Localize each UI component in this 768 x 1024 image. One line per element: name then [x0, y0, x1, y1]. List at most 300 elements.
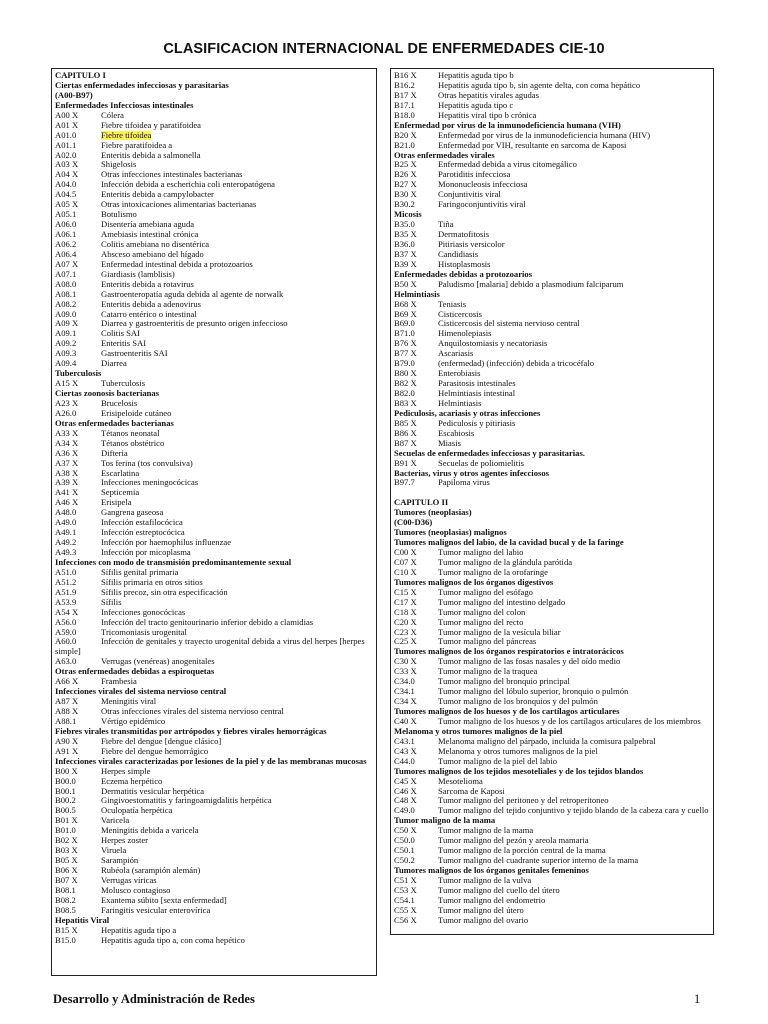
disease-entry	[55, 538, 373, 548]
disease-name: Secuelas de poliomielitis	[438, 458, 524, 468]
disease-entry	[394, 588, 710, 598]
section-heading: Enfermedades debidas a protozoarios	[394, 269, 533, 279]
disease-name: Sífilis precoz, sin otra especificación	[101, 587, 228, 597]
disease-name: Sarampión	[101, 856, 139, 866]
disease-code: C50.2	[394, 856, 415, 866]
disease-entry	[55, 816, 373, 826]
disease-entry	[55, 270, 373, 280]
disease-code: B03 X	[55, 846, 78, 856]
disease-entry	[55, 310, 373, 320]
disease-code: B08.5	[55, 905, 76, 915]
disease-name: Infección del tracto genitourinario inferior debido a clamidias	[101, 617, 314, 627]
section-heading: Bacterias, virus y otros agentes infecciosos	[394, 468, 549, 478]
disease-entry	[55, 170, 373, 180]
disease-name: Hepatitis aguda tipo b, sin agente delta, con coma hepático	[438, 80, 641, 90]
disease-name: Sarcoma de Kaposi	[438, 786, 505, 796]
disease-code: A51.9	[55, 587, 77, 597]
section-heading: Infecciones virales del sistema nervioso central	[55, 687, 227, 697]
disease-code: B20 X	[394, 130, 417, 140]
disease-code: B05 X	[55, 856, 78, 866]
disease-name: Candidiasis	[438, 249, 479, 259]
disease-code: B01.0	[55, 826, 76, 836]
disease-name: Faringoconjuntivitis viral	[438, 200, 526, 210]
disease-code: A01.0	[55, 130, 77, 140]
disease-name: Faringitis vesicular enterovírica	[101, 905, 211, 915]
disease-code: C40 X	[394, 715, 417, 726]
disease-entry	[55, 469, 373, 479]
disease-entry	[55, 737, 373, 747]
disease-entry	[394, 856, 710, 866]
disease-entry	[55, 876, 373, 886]
disease-entry	[55, 608, 373, 618]
disease-entry	[394, 260, 710, 270]
disease-code: A04.5	[55, 190, 77, 200]
disease-entry	[394, 240, 710, 250]
section-heading: Helmintiasis	[394, 289, 440, 299]
disease-code: B85 X	[394, 418, 417, 428]
right-column	[390, 68, 714, 935]
disease-code: A06.1	[55, 230, 77, 239]
disease-name: Gastroenteritis SAI	[101, 349, 168, 359]
disease-entry	[55, 429, 373, 439]
disease-code: C20 X	[394, 617, 417, 627]
disease-name: Disentería amebiana aguda	[101, 220, 195, 230]
disease-entry	[55, 478, 373, 488]
disease-entry	[394, 329, 710, 339]
disease-name: Viruela	[101, 846, 127, 856]
disease-code: C07 X	[394, 557, 417, 567]
section-heading: Otras enfermedades debidas a espiroquetas	[55, 667, 215, 677]
disease-name: Enterobiasis	[438, 369, 481, 379]
disease-name: Mononucleosis infecciosa	[438, 180, 528, 190]
section-heading: CAPITULO I	[55, 71, 106, 80]
section-heading: (A00-B97)	[55, 90, 93, 100]
section-heading: Otras enfermedades bacterianas	[55, 418, 174, 428]
disease-code: B37 X	[394, 249, 417, 259]
disease-code: A15 X	[55, 379, 79, 389]
disease-code: B76 X	[394, 339, 417, 349]
disease-code: B15.0	[55, 935, 76, 945]
disease-name: Enteritis debida a adenovirus	[101, 299, 201, 309]
disease-entry	[394, 180, 710, 190]
disease-entry	[55, 926, 373, 936]
disease-name: Tumor maligno de la mama	[438, 826, 534, 836]
disease-entry	[55, 190, 373, 200]
disease-name: Tumor maligno del peritoneo y del retroperitoneo	[438, 796, 609, 806]
section-heading: Tumores malignos del labio, de la cavidad bucal y de la faringe	[394, 538, 624, 548]
disease-code: A53.9	[55, 597, 77, 607]
disease-name: Verrugas (venéreas) anogenitales	[101, 657, 215, 667]
disease-name: Infecciones meningocócicas	[101, 478, 199, 488]
disease-entry	[394, 737, 710, 747]
disease-name: Colitis amebiana no disentérica	[101, 239, 210, 249]
disease-code: A49.0	[55, 518, 77, 528]
disease-code: B50 X	[394, 279, 417, 289]
disease-name: (enfermedad) (infección) debida a tricocéfalo	[438, 359, 595, 369]
disease-code: C23 X	[394, 627, 417, 637]
disease-name: Gastroenteropatía aguda debida al agente de norwalk	[101, 289, 284, 299]
disease-name: Tumor maligno de la piel del labio	[438, 756, 558, 766]
disease-name: Catarro entérico o intestinal	[101, 309, 197, 319]
disease-name: Tumor maligno de la vulva	[438, 875, 532, 885]
disease-name: Tricomoniasis urogenital	[101, 627, 187, 637]
disease-name: Tumor maligno de las fosas nasales y del oído medio	[438, 657, 621, 667]
disease-entry	[55, 697, 373, 707]
disease-name: Tumor maligno del tejido conjuntivo y tejido blando de la cabeza cara y cuello	[438, 805, 709, 816]
disease-entry	[55, 210, 373, 220]
disease-name: Hepatitis aguda tipo a, con coma hepético	[101, 935, 245, 945]
disease-code: C45 X	[394, 776, 417, 786]
disease-entry	[55, 896, 373, 906]
disease-entry	[394, 230, 710, 240]
disease-code: A38 X	[55, 468, 79, 478]
disease-code: A01 X	[55, 120, 79, 130]
disease-name: Varicela	[101, 816, 130, 826]
disease-name: Cólera	[101, 110, 124, 120]
disease-code: A04.0	[55, 180, 77, 190]
disease-name: Vértigo epidémico	[101, 716, 166, 726]
disease-code: A02.0	[55, 150, 77, 160]
disease-code: B91 X	[394, 458, 417, 468]
disease-name: Erisipela	[101, 498, 132, 508]
section-heading: Enfermedades Infecciosas intestinales	[55, 100, 194, 110]
section-heading: (C00-D36)	[394, 518, 433, 528]
disease-entry	[55, 329, 373, 339]
disease-entry	[55, 856, 373, 866]
disease-code: A56.0	[55, 617, 77, 627]
section-heading: Pediculosis, acariasis y otras infecciones	[394, 408, 541, 418]
disease-code: A26.0	[55, 408, 77, 418]
page-number: 1	[694, 992, 701, 1006]
disease-code: C30 X	[394, 657, 417, 667]
disease-entry	[55, 796, 373, 806]
disease-code: C46 X	[394, 786, 417, 796]
disease-code: A06.0	[55, 220, 77, 230]
disease-entry	[55, 657, 373, 667]
disease-entry	[394, 250, 710, 260]
disease-name: Tumor maligno del endometrio	[438, 895, 546, 905]
disease-entry	[55, 349, 373, 359]
disease-name: Hepatitis aguda tipo b	[438, 71, 514, 80]
disease-name: Meningitis viral	[101, 697, 157, 707]
disease-entry	[394, 846, 710, 856]
disease-code: B00.2	[55, 796, 76, 806]
disease-name: Escabiosis	[438, 428, 475, 438]
disease-name: Herpes simple	[101, 766, 151, 776]
disease-code: A08.2	[55, 299, 77, 309]
disease-code: C43 X	[394, 746, 417, 756]
disease-name: Herpes zoster	[101, 836, 149, 846]
disease-entry	[394, 747, 710, 757]
disease-entry	[394, 886, 710, 896]
disease-entry	[394, 916, 710, 926]
disease-entry	[394, 220, 710, 230]
disease-code: B17.1	[394, 100, 415, 110]
disease-code: A05.1	[55, 210, 77, 220]
disease-name: Tumor maligno del labio	[438, 548, 524, 557]
disease-entry	[394, 896, 710, 906]
disease-entry	[55, 528, 373, 538]
disease-code: A08.0	[55, 279, 77, 289]
section-heading: Infecciones virales caracterizadas por lesiones de la piel y de las membranas mucosas	[55, 755, 367, 766]
section-heading: Ciertas zoonosis bacterianas	[55, 389, 160, 398]
section-heading: Infecciones con modo de transmisión predominantemente sexual	[55, 557, 292, 567]
disease-name: Enteritis debida a campylobacter	[101, 190, 214, 200]
disease-entry	[394, 389, 710, 399]
disease-name: Conjuntivitis viral	[438, 190, 501, 200]
disease-name: Tumor maligno de la traquea	[438, 667, 538, 677]
disease-code: B69 X	[394, 309, 417, 319]
disease-code: C10 X	[394, 567, 417, 577]
disease-entry	[394, 618, 710, 628]
disease-name: Parasitosis intestinales	[438, 379, 516, 389]
disease-name: Tétanos neonatal	[101, 428, 160, 438]
disease-entry	[55, 906, 373, 916]
disease-entry	[55, 578, 373, 588]
section-heading: CAPITULO II	[394, 498, 449, 508]
disease-entry	[394, 419, 710, 429]
section-heading: Tuberculosis	[55, 369, 102, 379]
disease-code: C25 X	[394, 637, 417, 647]
disease-name: Ascariasis	[438, 349, 474, 359]
disease-entry	[55, 459, 373, 469]
disease-name: Infección por micoplasma	[101, 548, 191, 557]
disease-name: Infección debida a escherichia coli enteropatógena	[101, 180, 275, 190]
disease-name: Tumor maligno del bronquio principal	[438, 677, 570, 687]
disease-name: Infecciones gonocócicas	[101, 607, 186, 617]
section-heading: Micosis	[394, 210, 422, 220]
disease-code: B82 X	[394, 379, 417, 389]
disease-code: B08.1	[55, 885, 76, 895]
disease-entry	[55, 637, 373, 657]
disease-name: Mesotelioma	[438, 776, 483, 786]
footer-text: Desarrollo y Administración de Redes	[53, 992, 255, 1006]
disease-code: A60.0	[55, 636, 77, 647]
disease-name: Teniasis	[438, 299, 467, 309]
disease-entry	[394, 439, 710, 449]
disease-entry	[394, 478, 710, 488]
disease-entry	[55, 250, 373, 260]
disease-name: Melanoma y otros tumores malignos de la piel	[438, 746, 598, 756]
disease-entry	[55, 379, 373, 389]
disease-code: C33 X	[394, 667, 417, 677]
disease-entry	[394, 697, 710, 707]
disease-entry	[55, 280, 373, 290]
disease-code: A66 X	[55, 677, 79, 687]
disease-name: Sífilis genital primaria	[101, 567, 179, 577]
disease-entry	[394, 787, 710, 797]
disease-code: C50.1	[394, 846, 415, 856]
disease-entry	[394, 369, 710, 379]
disease-entry	[55, 717, 373, 727]
disease-code: B00.0	[55, 776, 76, 786]
disease-entry	[55, 806, 373, 816]
disease-name: Amebiasis intestinal crónica	[101, 230, 199, 239]
disease-entry	[55, 359, 373, 369]
disease-name: Escarlatina	[101, 468, 140, 478]
disease-name: Dermatofitosis	[438, 230, 490, 239]
section-heading: Melanoma y otros tumores malignos de la piel	[394, 726, 563, 736]
disease-code: B17 X	[394, 90, 417, 100]
disease-entry	[55, 399, 373, 409]
section-heading: Otras enfermedades virales	[394, 150, 495, 160]
disease-entry	[55, 846, 373, 856]
disease-entry	[394, 608, 710, 618]
disease-name: Enfermedad intestinal debida a protozoarios	[101, 259, 253, 269]
disease-name: Tumor maligno de la orofaringe	[438, 567, 548, 577]
disease-entry	[394, 548, 710, 558]
disease-entry	[394, 826, 710, 836]
disease-entry	[55, 508, 373, 518]
disease-code: A88.1	[55, 716, 77, 726]
disease-name: Erisipeloide cutáneo	[101, 408, 172, 418]
disease-entry	[55, 568, 373, 578]
disease-name: Otras infecciones virales del sistema nervioso central	[101, 707, 284, 717]
disease-code: B26 X	[394, 170, 417, 180]
disease-code: C48 X	[394, 796, 417, 806]
disease-name: Anquilostomiasis y necatoriasis	[438, 339, 548, 349]
disease-entry	[394, 687, 710, 697]
disease-entry	[394, 71, 710, 81]
disease-code: B07 X	[55, 875, 78, 885]
disease-entry	[55, 319, 373, 329]
disease-code: B16 X	[394, 71, 417, 80]
disease-code: B35.0	[394, 220, 415, 230]
disease-code: A06.4	[55, 249, 77, 259]
disease-entry	[394, 568, 710, 578]
disease-entry	[55, 677, 373, 687]
disease-name: Tumor maligno de los bronquios y del pulmón	[438, 697, 598, 707]
disease-name: Hepatitis aguda tipo a	[101, 925, 177, 935]
disease-name: Verrugas víricas	[101, 875, 157, 885]
disease-name: Fiebre tifoidea y paratifoidea	[101, 120, 201, 130]
disease-entry	[394, 379, 710, 389]
disease-entry	[55, 588, 373, 598]
section-heading: Enfermedad por virus de la inmunodeficiencia humana (VIH)	[394, 120, 621, 130]
disease-name: Tumor maligno de la vesícula biliar	[438, 627, 561, 637]
disease-name: Infección por haemophilus influenzae	[101, 538, 232, 548]
disease-entry	[55, 936, 373, 946]
disease-entry	[394, 806, 710, 816]
disease-code: C34.0	[394, 677, 415, 687]
disease-name: Papiloma virus	[438, 478, 490, 488]
disease-entry	[55, 449, 373, 459]
disease-code: B79.0	[394, 359, 415, 369]
disease-entry	[55, 836, 373, 846]
disease-code: A09.2	[55, 339, 77, 349]
disease-code: A23 X	[55, 398, 79, 408]
disease-entry	[394, 359, 710, 369]
disease-code: B36.0	[394, 239, 415, 249]
disease-name: Helmintiasis	[438, 398, 482, 408]
disease-entry	[55, 260, 373, 270]
disease-entry	[55, 180, 373, 190]
disease-code: A07 X	[55, 259, 79, 269]
section-heading: Fiebres virales transmitidas por artrópodos y fiebres virales hemorrágicas	[55, 726, 327, 736]
disease-name: Oculopatía herpética	[101, 806, 173, 816]
disease-name: Diarrea y gastroenteritis de presunto origen infeccioso	[101, 319, 288, 329]
disease-entry	[394, 200, 710, 210]
disease-code: C56 X	[394, 915, 417, 925]
disease-code: A91 X	[55, 746, 79, 756]
disease-code: A49.1	[55, 528, 77, 538]
disease-entry	[394, 717, 710, 727]
disease-code: A34 X	[55, 438, 79, 448]
disease-name: Dermatitis vesicular herpética	[101, 786, 205, 796]
section-heading: Tumores (neoplasias) malignos	[394, 528, 507, 538]
disease-name: Sífilis primaria en otros sitios	[101, 577, 203, 587]
disease-entry	[55, 488, 373, 498]
disease-entry	[55, 230, 373, 240]
disease-name: Septicemia	[101, 488, 140, 498]
disease-entry	[55, 160, 373, 170]
disease-entry	[55, 826, 373, 836]
disease-name: Tumor maligno del intestino delgado	[438, 597, 566, 607]
section-heading: Hepatitis Viral	[55, 915, 110, 925]
disease-entry	[55, 141, 373, 151]
disease-name: Diarrea	[101, 359, 127, 369]
disease-code: A03 X	[55, 160, 79, 170]
disease-entry	[55, 300, 373, 310]
disease-name: Difteria	[101, 448, 128, 458]
disease-code: C34 X	[394, 697, 417, 707]
disease-name: Himenolepiasis	[438, 329, 492, 339]
section-heading: Secuelas de enfermedades infecciosas y parasitarias.	[394, 448, 585, 458]
disease-name: Tumor maligno del cuello del útero	[438, 885, 560, 895]
disease-name: Enfermedad por virus de la inmunodeficiencia humana (HIV)	[438, 130, 651, 140]
disease-entry	[55, 439, 373, 449]
disease-name: Tumor maligno del recto	[438, 617, 524, 627]
disease-name: Paludismo [malaria] debido a plasmodium falciparum	[438, 279, 624, 289]
disease-code: B21.0	[394, 140, 415, 150]
disease-entry	[394, 101, 710, 111]
disease-entry	[394, 280, 710, 290]
disease-entry	[394, 170, 710, 180]
disease-code: C50 X	[394, 826, 417, 836]
disease-code: B71.0	[394, 329, 415, 339]
disease-name: Colitis SAI	[101, 329, 140, 339]
disease-name: Tumor maligno del páncreas	[438, 637, 537, 647]
disease-name: Brucelosis	[101, 398, 138, 408]
disease-code: B82.0	[394, 389, 415, 398]
disease-name: Hepatitis viral tipo b crónica	[438, 110, 537, 120]
disease-code: A46 X	[55, 498, 79, 508]
section-heading: Ciertas enfermedades infecciosas y parasitarias	[55, 80, 229, 90]
disease-code: B97.7	[394, 478, 415, 488]
disease-entry	[394, 339, 710, 349]
disease-name: Tumor maligno de la glándula parótida	[438, 557, 573, 567]
disease-entry	[55, 886, 373, 896]
disease-name: Enteritis debida a rotavirus	[101, 279, 194, 289]
disease-name: Hepatitis aguda tipo c	[438, 100, 514, 110]
disease-name: Shigelosis	[101, 160, 137, 170]
disease-name: Meningitis debida a varicela	[101, 826, 199, 836]
disease-entry	[55, 777, 373, 787]
disease-entry	[394, 319, 710, 329]
disease-entry	[55, 111, 373, 121]
disease-entry	[55, 866, 373, 876]
disease-name: Otras intoxicaciones alimentarias bacterianas	[101, 200, 257, 210]
disease-code: B80 X	[394, 369, 417, 379]
disease-code: B87 X	[394, 438, 417, 448]
disease-code: C43.1	[394, 736, 415, 746]
section-heading: Tumores malignos de los huesos y de los cartílagos articulares	[394, 707, 620, 716]
disease-code: A87 X	[55, 697, 79, 707]
disease-code: B01 X	[55, 816, 78, 826]
disease-entry	[394, 111, 710, 121]
disease-name: Tumor maligno de la porción central de la mama	[438, 846, 606, 856]
disease-code: A09 X	[55, 319, 79, 329]
